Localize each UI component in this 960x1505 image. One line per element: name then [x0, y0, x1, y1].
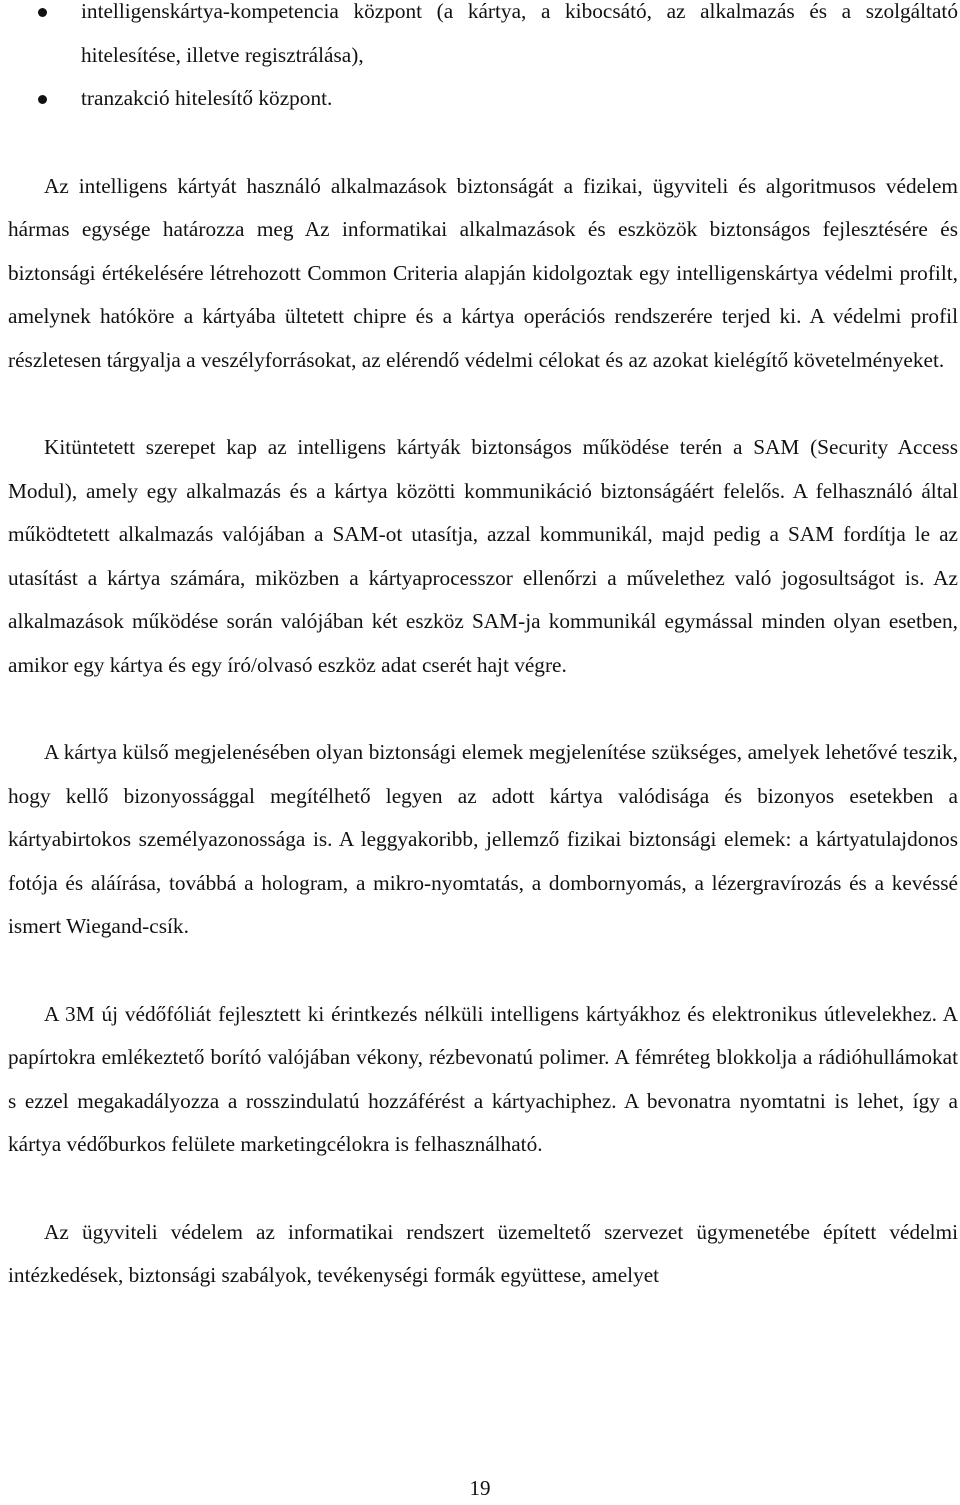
paragraph: Az ügyviteli védelem az informatikai rendszert üzemeltető szervezet ügymenetébe épített védelmi intézkedések, biztonsági szabályok, tevékenységi formák együttese, amelyet — [8, 1219, 958, 1287]
document-page — [8, 0, 958, 1298]
list-item — [8, 0, 958, 77]
bullet-icon — [38, 8, 47, 17]
paragraph: Az intelligens kártyát használó alkalmazások biztonságát a fizikai, ügyviteli és algoritmusos védelem hármas egysége határozza meg Az informatikai alkalmazások és eszközök biztonságos fejlesztésére és biztonsági értékelésére létrehozott Common Criteria alapján kidolgoztak egy intelligenskártya védelmi profilt, amelynek hatóköre a kártyába ültetett chipre és a kártya operációs rendszerére terjed ki. A védelmi profil részletesen tárgyalja a veszélyforrásokat, az elérendő védelmi célokat és az azokat kielégítő követelményeket. — [8, 173, 958, 372]
list-item — [8, 77, 958, 121]
paragraph: A 3M új védőfóliát fejlesztett ki érintkezés nélküli intelligens kártyákhoz és elektronikus útlevelekhez. A papírtokra emlékeztető borító valójában vékony, rézbevonatú polimer. A fémréteg blokkolja a rádióhullámokat s ezzel megakadályozza a rosszindulatú hozzáférést a kártyachiphez. A bevonatra nyomtatni is lehet, így a kártya védőburkos felülete marketingcélokra is felhasználható. — [8, 1001, 958, 1156]
paragraph: Kitüntetett szerepet kap az intelligens kártyák biztonságos működése terén a SAM (Security Access Modul), amely egy alkalmazás és a kártya közötti kommunikáció biztonságáért felelős. A felhasználó által működtetett alkalmazás valójában a SAM-ot utasítja, azzal kommunikál, majd pedig a SAM fordítja le az utasítást a kártya számára, miközben a kártyaprocesszor ellenőrzi a művelethez való jogosultságot is. Az alkalmazások működése során valójában két eszköz SAM-ja kommunikál egymással minden olyan esetben, amikor egy kártya és egy író/olvasó eszköz adat cserét hajt végre. — [8, 435, 958, 677]
list-item-text: tranzakció hitelesítő központ. — [81, 86, 333, 110]
paragraph: A kártya külső megjelenésében olyan biztonsági elemek megjelenítése szükséges, amelyek lehetővé teszik, hogy kellő bizonyossággal megítélhető legyen az adott kártya valódisága és bizonyos esetekben a kártyabirtokos személyazonossága is. A leggyakoribb, jellemző fizikai biztonsági elemek: a kártyatulajdonos fotója és aláírása, továbbá a hologram, a mikro-nyomtatás, a dombornyomás, a lézergravírozás és a kevéssé ismert Wiegand-csík. — [8, 740, 958, 938]
page-number: 19 — [469, 1476, 491, 1500]
bullet-list — [8, 0, 958, 121]
list-item-text: intelligenskártya-kompetencia központ (a kártya, a kibocsátó, az alkalmazás és a szolgáltató hitelesítése, illetve regisztrálása), — [81, 0, 958, 67]
bullet-icon — [38, 95, 47, 104]
